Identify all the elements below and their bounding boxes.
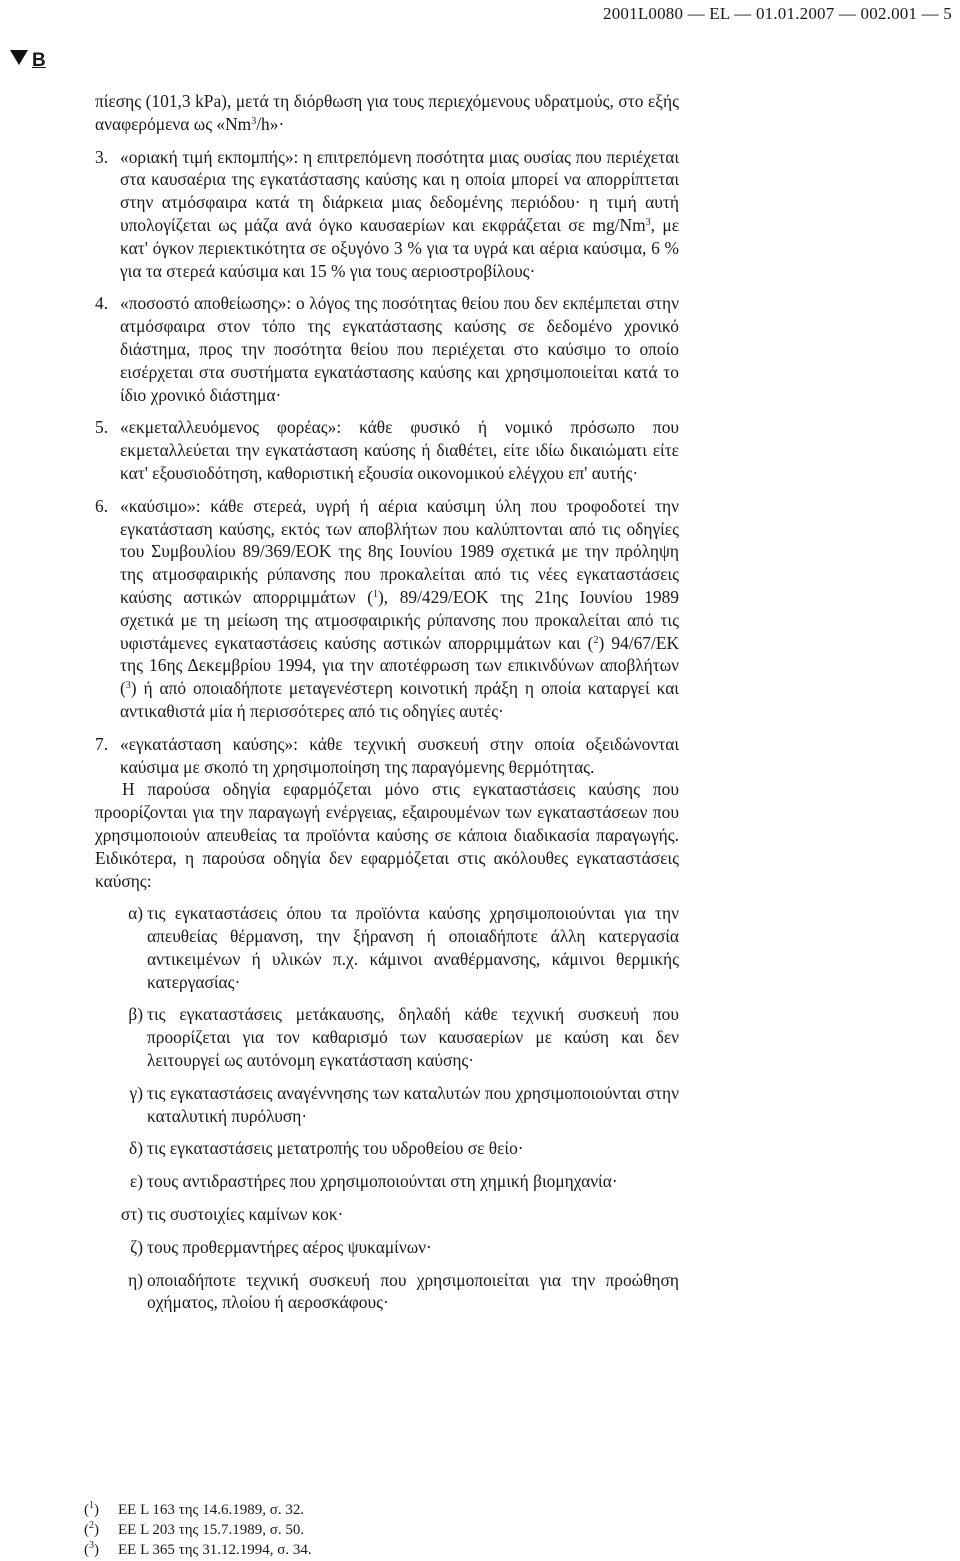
amendment-marker [10, 50, 46, 72]
list-label: ε) [129, 1171, 143, 1192]
footnote: ($^3$) ΕΕ L 365 της 31.12.1994, σ. 34. [84, 1540, 312, 1558]
item-number: 7. [95, 733, 109, 754]
amendment-code: B [32, 50, 46, 71]
list-item: ε) τους αντιδραστήρες που χρησιμοποιούνται στη χημική βιομηχανία· [129, 1171, 618, 1192]
footnote-ref[interactable]: 2 [593, 634, 599, 646]
list-item: γ) τις εγκαταστάσεις αναγέννησης των καταλυτών που χρησιμοποιούνται στην καταλυτική πυρόλυση· [129, 1082, 679, 1126]
item-number: 5. [95, 417, 109, 438]
footnote-number: ($^1$) [84, 1500, 99, 1518]
list-label: β) [128, 1004, 143, 1025]
list-label: δ) [129, 1138, 143, 1159]
footnote-number: ($^3$) [84, 1540, 99, 1558]
document-body [95, 90, 679, 1314]
item-number: 4. [95, 293, 109, 314]
footnote: ($^1$) ΕΕ L 163 της 14.6.1989, σ. 32. [84, 1500, 305, 1518]
scope-paragraph: Η παρούσα οδηγία εφαρμόζεται μόνο στις εγκαταστάσεις καύσης που προορίζονται για την παραγωγή ενέργειας, εξαιρουμένων των εγκαταστάσεων που χρησιμοποιούν απευθείας τα προϊόντα καύσης σε κάποια διαδικασία παραγωγής. Ειδικότερα, η παρούσα οδηγία δεν εφαρμόζεται στις ακόλουθες εγκαταστάσεις καύσης: [95, 779, 679, 891]
item-number: 3. [95, 146, 109, 167]
list-item: δ) τις εγκαταστάσεις μετατροπής του υδροθείου σε θείο· [129, 1138, 524, 1159]
exclusions-list [120, 902, 679, 1314]
list-label: η) [128, 1269, 143, 1290]
item-number: 6. [95, 495, 109, 516]
continuation-text: πίεσης (101,3 kPa), μετά τη διόρθωση για τους περιεχόμενους υδρατμούς, στο εξής αναφερόμενα ως «$Nm^3/h»\cdot$ [95, 91, 679, 134]
list-label: γ) [129, 1082, 143, 1103]
definition-item: 4. «ποσοστό αποθείωσης»: ο λόγος της ποσότητας θείου που δεν εκπέμπεται στην ατμόσφαιρα στον τόπο της εγκατάστασης καύσης σε δεδομένο χρονικό διάστημα, προς την ποσότητα θείου που περιέχεται στο καύσιμο το οποίο εισέρχεται στα συστήματα εγκατάστασης καύσης και χρησιμοποιείται κατά το ίδιο χρονικό διάστημα· [95, 293, 679, 405]
footnote: ($^2$) ΕΕ L 203 της 15.7.1989, σ. 50. [84, 1520, 305, 1538]
footnote-number: ($^2$) [84, 1520, 99, 1538]
document-header: 2001L0080 — EL — 01.01.2007 — 002.001 — 5 [603, 4, 952, 23]
definition-item: 3. «οριακή τιμή εκπομπής»: η επιτρεπόμενη ποσότητα μιας ουσίας που περιέχεται στα καυσαέρια της εγκατάστασης καύσης και η οποία μπορεί να απορρίπτεται στην ατμόσφαιρα κατά τη διάρκεια μιας δεδομένης περιόδου· η τιμή αυτή υπολογίζεται ως μάζα ανά όγκο καυσαερίων και εκφράζεται σε mg/Nm$^3$, με κατ' όγκον περιεκτικότητα σε οξυγόνο 3 % για τα υγρά και αέρια καύσιμα, 6 % για τα στερεά καύσιμα και 15 % για τους αεριοστροβίλους· [95, 146, 679, 281]
list-item: α) τις εγκαταστάσεις όπου τα προϊόντα καύσης χρησιμοποιούνται για την απευθείας θέρμανση, την ξήρανση ή οποιαδήποτε άλλη κατεργασία αντικειμένων ή υλικών π.χ. κάμινοι αναθέρμανσης, κάμινοι θερμικής κατεργασίας· [128, 903, 679, 992]
list-item: ζ) τους προθερμαντήρες αέρος ψυκαμίνων· [130, 1236, 432, 1257]
list-label: α) [128, 903, 143, 924]
definition-item: 7. «εγκατάσταση καύσης»: κάθε τεχνική συσκευή στην οποία οξειδώνονται καύσιμα με σκοπό τη χρησιμοποίηση της παραγόμενης θερμότητας. [95, 733, 679, 777]
definition-item: 5. «εκμεταλλευόμενος φορέας»: κάθε φυσικό ή νομικό πρόσωπο που εκμεταλλεύεται την εγκατάσταση καύσης ή διαθέτει, είτε ιδίω δικαιώματι είτε κατ' εξουσιοδότηση, καθοριστική εξουσία οικονομικού ελέγχου επ' αυτής· [95, 417, 679, 483]
list-item: β) τις εγκαταστάσεις μετάκαυσης, δηλαδή κάθε τεχνική συσκευή που προορίζεται για τον καθαρισμό των καυσαερίων με καύση και δεν λειτουργεί ως αυτόνομη εγκατάσταση καύσης· [128, 1004, 679, 1071]
definition-item: 6. «καύσιμο»: κάθε στερεά, υγρή ή αέρια καύσιμη ύλη που τροφοδοτεί την εγκατάσταση καύσης, εκτός των αποβλήτων που καλύπτονται από τις οδηγίες του Συμβουλίου 89/369/ΕΟΚ της 8ης Ιουνίου 1989 σχετικά με την πρόληψη της ατμοσφαιρικής ρύπανσης που προκαλείται από τις νέες εγκαταστάσεις καύσης αστικών απορριμμάτων ($^1$), 89/429/ΕΟΚ της 21ης Ιουνίου 1989 σχετικά με τη μείωση της ατμοσφαιρικής ρύπανσης που προκαλείται από τις υφιστάμενες εγκαταστάσεις καύσης αστικών απορριμμάτων και ($^2$) 94/67/ΕΚ της 16ης Δεκεμβρίου 1994, για την αποτέφρωση των επικινδύνων αποβλήτων ($^3$) ή από οποιαδήποτε μεταγενέστερη κοινοτική πράξη η οποία καταργεί και αντικαθιστά μία ή περισσότερες από τις οδηγίες αυτές· [95, 495, 680, 721]
footnotes [84, 1500, 312, 1560]
triangle-down-icon [10, 50, 28, 65]
list-label: ζ) [130, 1236, 143, 1257]
list-item: στ) τις συστοιχίες καμίνων κοκ· [120, 1204, 344, 1225]
list-label: στ) [120, 1204, 143, 1225]
footnote-ref[interactable]: 3 [125, 680, 131, 692]
footnote-ref[interactable]: 1 [372, 588, 378, 600]
list-item: η) οποιαδήποτε τεχνική συσκευή που χρησιμοποιείται για την προώθηση οχήματος, πλοίου ή αεροσκάφους· [128, 1269, 679, 1313]
